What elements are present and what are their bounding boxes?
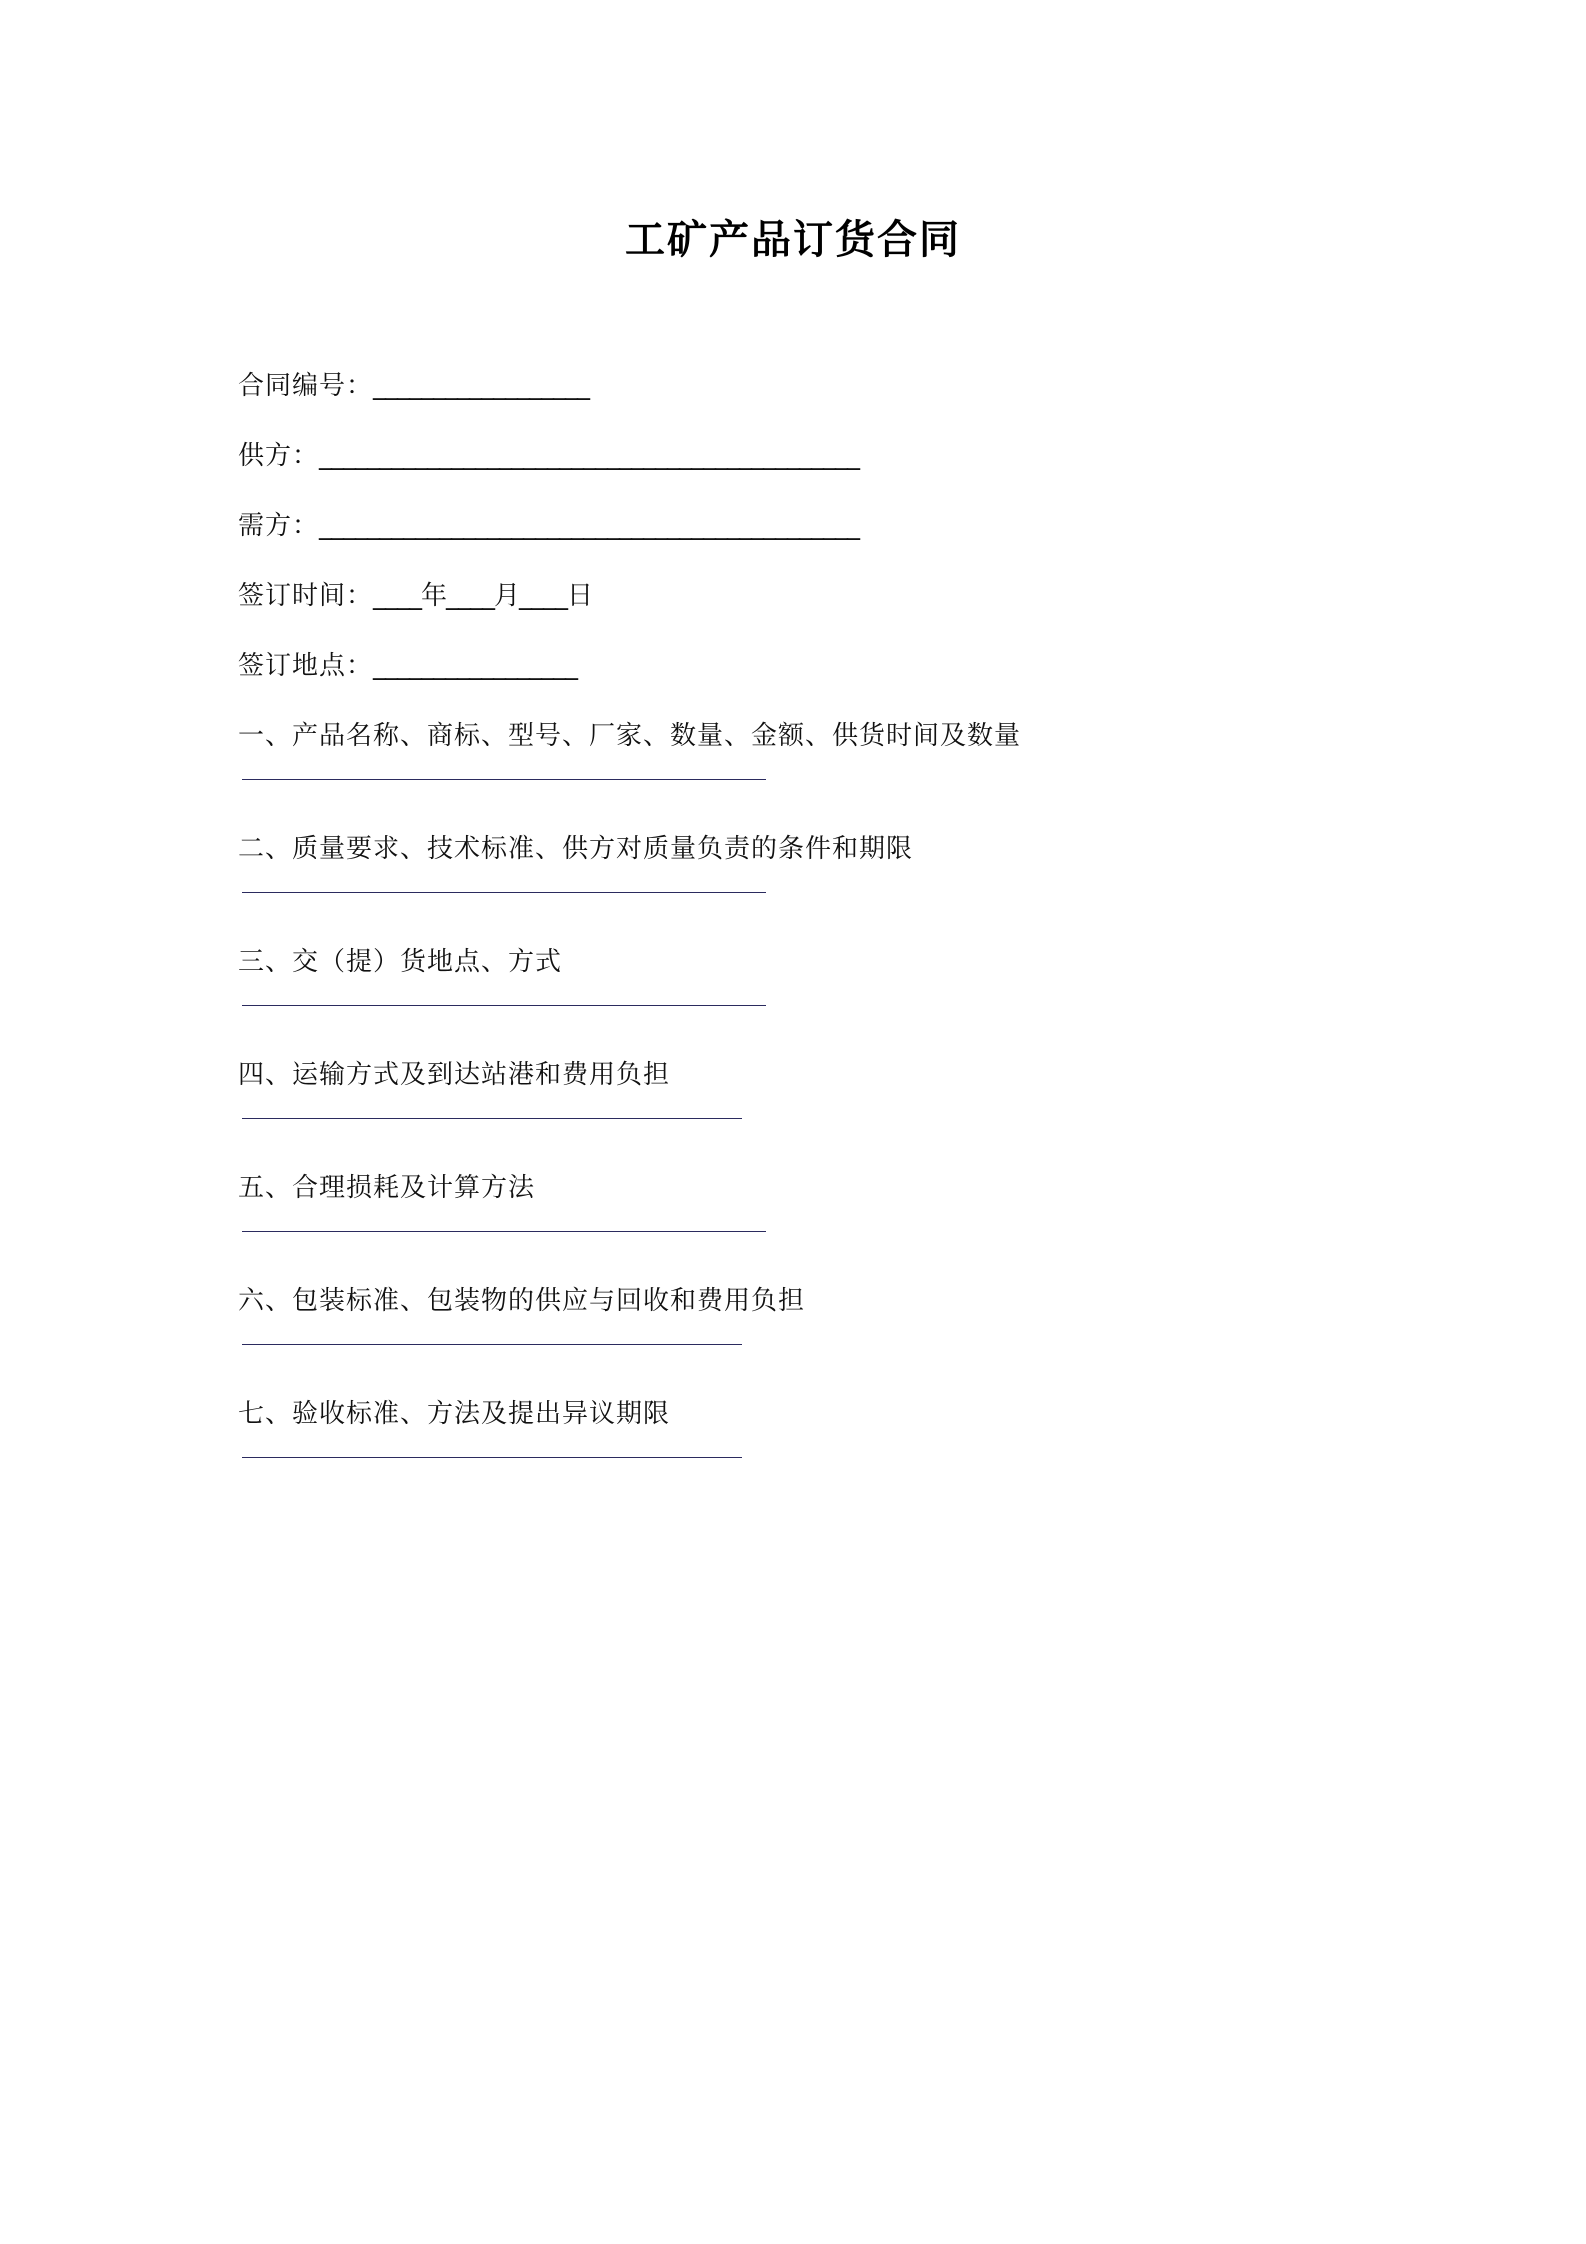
field-buyer-label: 需方： <box>238 511 320 541</box>
field-sign-place-label: 签订地点： <box>238 651 374 681</box>
field-contract-number-blank[interactable]: __________________ <box>373 371 590 401</box>
clause-4-heading: 四、运输方式及到达站港和费用负担 <box>238 1060 671 1090</box>
field-sign-place <box>238 653 1386 679</box>
clause-1-blank[interactable] <box>242 779 766 780</box>
field-sign-date-blank[interactable]: ____年____月____日 <box>373 581 593 611</box>
clause-4-blank[interactable] <box>242 1118 742 1119</box>
document-body <box>0 373 1586 1458</box>
clause-6-heading: 六、包装标准、包装物的供应与回收和费用负担 <box>238 1286 806 1316</box>
clause-5-blank[interactable] <box>242 1231 766 1232</box>
field-contract-number-label: 合同编号： <box>238 371 374 401</box>
clause-7-heading: 七、验收标准、方法及提出异议期限 <box>238 1399 671 1429</box>
field-supplier <box>238 443 1386 469</box>
field-supplier-label: 供方： <box>238 441 320 471</box>
clause-2-blank[interactable] <box>242 892 766 893</box>
clause-7-blank[interactable] <box>242 1457 742 1458</box>
page-title: 工矿产品订货合同 <box>625 217 961 263</box>
clause-2-heading: 二、质量要求、技术标准、供方对质量负责的条件和期限 <box>238 834 914 864</box>
field-contract-number <box>238 373 1386 399</box>
field-buyer-blank[interactable]: _____________________________________________ <box>319 511 860 541</box>
clause-3-heading: 三、交（提）货地点、方式 <box>238 947 563 977</box>
field-buyer <box>238 513 1386 539</box>
clause-5-heading: 五、合理损耗及计算方法 <box>238 1173 536 1203</box>
clause-6-blank[interactable] <box>242 1344 742 1345</box>
field-supplier-blank[interactable]: _____________________________________________ <box>319 441 860 471</box>
clause-3-blank[interactable] <box>242 1005 766 1006</box>
field-sign-date <box>238 583 1386 609</box>
field-sign-place-blank[interactable]: _________________ <box>373 651 578 681</box>
clause-1-heading: 一、产品名称、商标、型号、厂家、数量、金额、供货时间及数量 <box>238 721 1022 751</box>
field-sign-date-label: 签订时间： <box>238 581 374 611</box>
